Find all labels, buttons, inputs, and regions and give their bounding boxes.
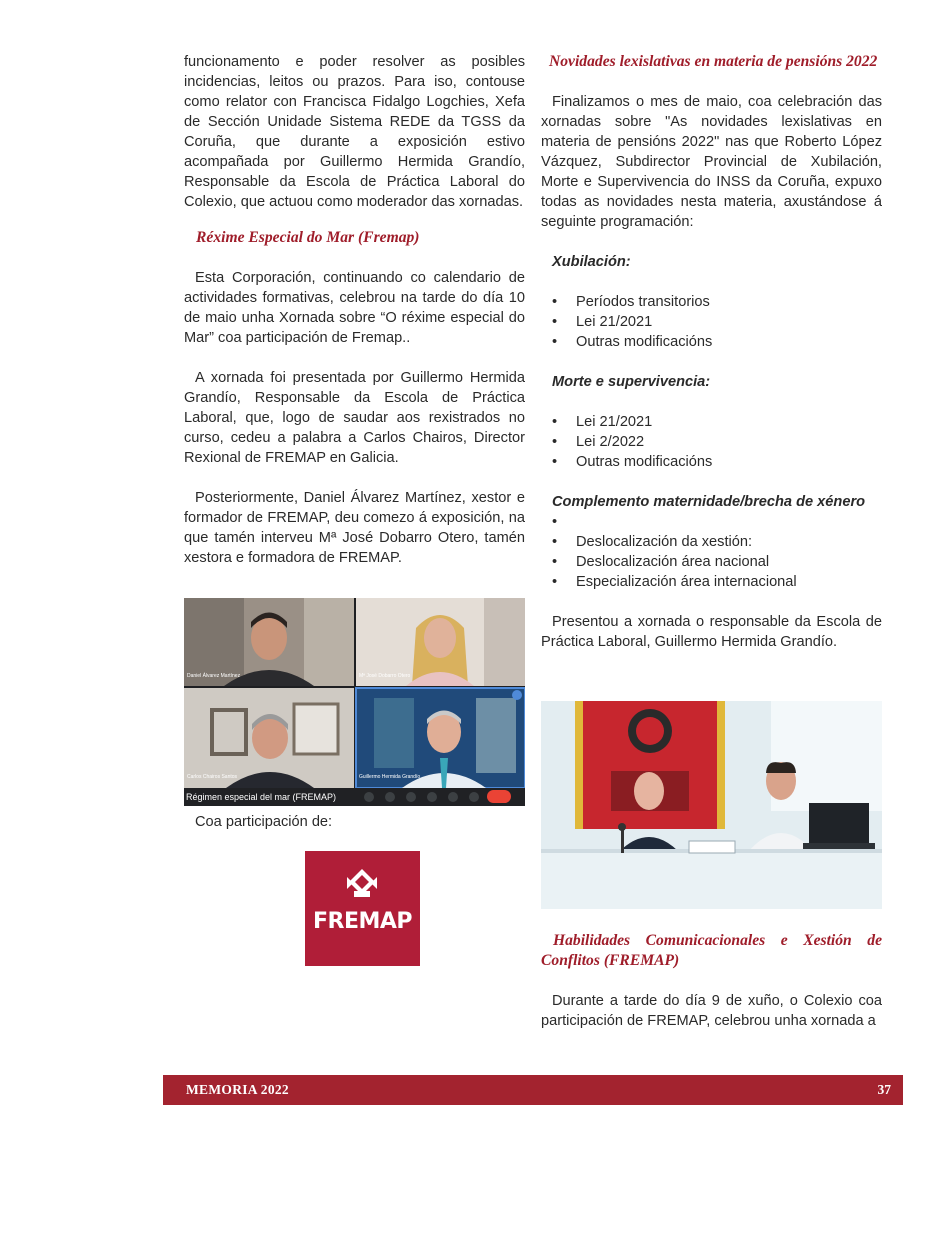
list-item: • Especialización área internacional [541,572,882,592]
present-icon[interactable] [448,792,458,802]
meeting-title: Régimen especial del mar (FREMAP) [186,792,337,802]
list-item: • Outras modificacións [541,452,882,472]
video-call-photo [184,598,525,806]
raise-hand-icon[interactable] [427,792,437,802]
xubilacion-list [541,292,882,352]
page-number: 37 [877,1082,891,1097]
list-item: • Outras modificacións [541,332,882,352]
fremap-logo [305,851,420,966]
participant-name-4: Guillermo Hermida Grandío [359,774,421,780]
left-column [184,52,525,568]
mar-paragraph-3: Posteriormente, Daniel Álvarez Martínez, xestor e formador de FREMAP, deu comezo á exposición, na que tamén interveu Mª José Dobarro Otero, tamén xestora e formadora de FREMAP. [184,490,525,566]
right-column [541,52,882,652]
list-item [541,512,882,532]
footer-title: MEMORIA 2022 [186,1082,289,1097]
page-footer [163,1075,903,1105]
complemento-list [541,512,882,592]
mar-paragraph-2: A xornada foi presentada por Guillermo Hermida Grandío, Responsable da Escola de Práctica Laboral, que, logo de saudar aos rexistrados no curso, cedeu a palabra a Carlos Chairos, Director Rexional de FREMAP en Galicia. [184,370,525,466]
conference-photo [541,701,882,909]
conference-table [541,851,882,909]
laptop [809,803,869,843]
group-title-complemento: Complemento maternidade/brecha de xénero [552,494,866,510]
list-item: • Deslocalización da xestión: [541,532,882,552]
video-tile-4 [356,688,525,788]
mic-icon[interactable] [364,792,374,802]
fremap-wordmark: FREMAP [312,909,413,934]
list-item: • Períodos transitorios [541,292,882,312]
end-call-icon[interactable] [487,790,511,803]
mar-paragraph-1: Esta Corporación, continuando co calendario de actividades formativas, celebrou na tarde do día 10 de maio unha Xornada sobre “O réxime especial do Mar” coa participación de Fremap.. [184,270,525,346]
list-item: • Lei 21/2021 [541,412,882,432]
section-title-habilidades: Habilidades Comunicacionales e Xestión de Conflitos (FREMAP) [541,932,882,969]
list-item: • Lei 2/2022 [541,432,882,452]
group-title-morte: Morte e supervivencia: [552,374,711,390]
morte-list [541,412,882,472]
right-column-bottom [541,931,882,1031]
participation-label: Coa participación de: [195,814,333,830]
video-tile-3 [184,688,354,788]
more-options-icon[interactable] [469,792,479,802]
group-title-xubilacion: Xubilación: [552,254,631,270]
section-title-mar: Réxime Especial do Mar (Fremap) [196,229,420,246]
section-title-novidades: Novidades lexislativas en materia de pensións 2022 [549,53,878,70]
novidades-paragraph: Finalizamos o mes de maio, coa celebración das xornadas sobre "As novidades lexislativas en materia de pensións 2022" nas que Roberto López Vázquez, Subdirector Provincial de Xubilación, Morte e Supervivencia do INSS da Coruña, expuxo todas as novidades nesta materia, axustándose á seguinte programación: [541,94,882,230]
presentou-paragraph: Presentou a xornada o responsable da Escola de Práctica Laboral, Guillermo Hermida Grandío. [541,614,882,650]
camera-icon[interactable] [385,792,395,802]
participant-name-2: Mª José Dobarro Otero [359,673,411,679]
list-item: • Lei 21/2021 [541,312,882,332]
captions-icon[interactable] [406,792,416,802]
participant-name-3: Carlos Chairos Santos [187,774,238,780]
intro-paragraph: funcionamento e poder resolver as posibles incidencias, leitos ou prazos. Para iso, contouse como relator con Francisca Fidalgo Logchies, Xefa de Sección Unidade Sistema REDE da TGSS da Coruña, que durante a exposición estivo acompañada por Guillermo Hermida Grandío, Responsable da Escola de Práctica Laboral do Colexio, que actuou como moderador das xornadas. [184,54,525,210]
list-item: • Deslocalización área nacional [541,552,882,572]
participant-name-1: Daniel Álvarez Martínez [187,673,241,679]
habilidades-paragraph: Durante a tarde do día 9 de xuño, o Colexio coa participación de FREMAP, celebrou unha xornada a [541,993,882,1029]
